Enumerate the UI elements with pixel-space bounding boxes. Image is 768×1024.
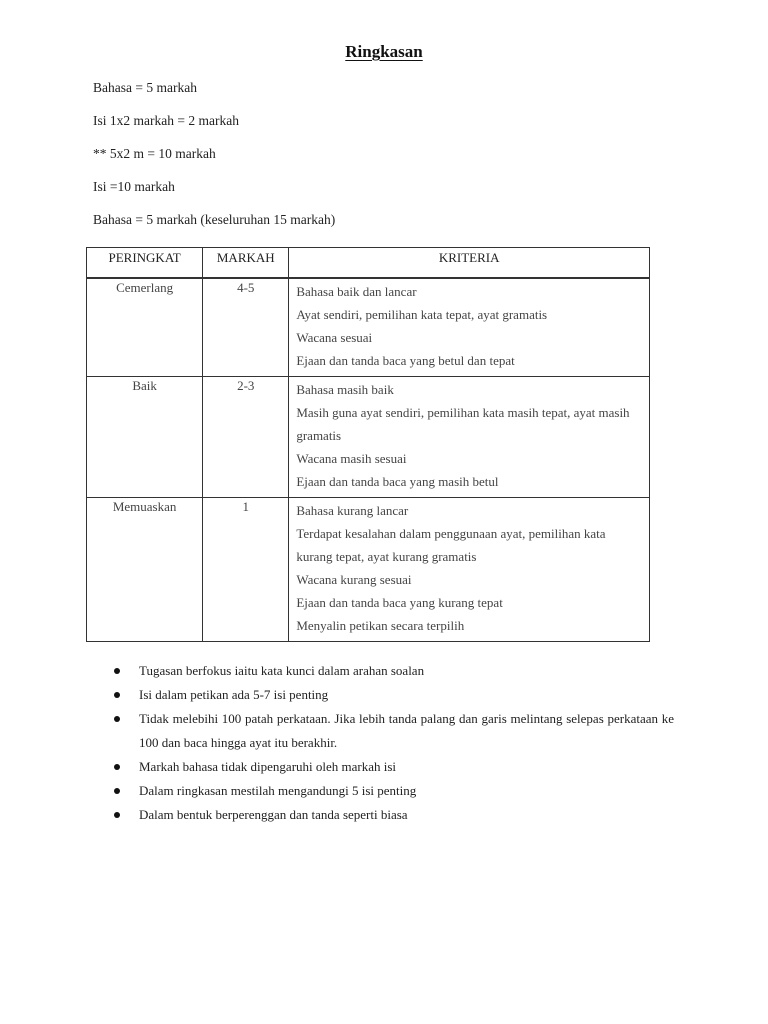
criteria-table [86, 247, 650, 642]
table-row [87, 377, 650, 498]
summary-line: Isi 1x2 markah = 2 markah [93, 113, 239, 128]
summary-line: Bahasa = 5 markah (keseluruhan 15 markah) [93, 212, 336, 227]
criteria-item: Menyalin petikan secara terpilih [296, 618, 465, 633]
marks-cell: 1 [203, 498, 289, 642]
list-item [110, 683, 674, 707]
criteria-item: Ejaan dan tanda baca yang kurang tepat [296, 595, 503, 610]
list-item-text: Tidak melebihi 100 patah perkataan. Jika lebih tanda palang dan garis melintang selepas perkataan ke 100 dan baca hingga ayat itu berakhir. [139, 711, 674, 750]
list-item-text: Markah bahasa tidak dipengaruhi oleh markah isi [139, 759, 397, 774]
notes-bullet-list [110, 659, 674, 827]
list-item [110, 659, 674, 683]
table-row [87, 278, 650, 377]
summary-line: Isi =10 markah [93, 179, 175, 194]
bullet-dot-icon [114, 668, 120, 674]
bullet-dot-icon [114, 812, 120, 818]
page-title: Ringkasan [345, 42, 423, 61]
list-item [110, 779, 674, 803]
criteria-item: Ejaan dan tanda baca yang betul dan tepat [296, 353, 515, 368]
marks-cell: 4-5 [203, 278, 289, 377]
criteria-item: Terdapat kesalahan dalam penggunaan ayat, pemilihan kata kurang tepat, ayat kurang gramatis [296, 526, 606, 564]
list-item [110, 707, 674, 755]
summary-line: Bahasa = 5 markah [93, 80, 197, 95]
list-item-text: Dalam bentuk berperenggan dan tanda seperti biasa [139, 807, 408, 822]
rank-cell: Cemerlang [87, 278, 203, 377]
bullet-dot-icon [114, 716, 120, 722]
criteria-item: Masih guna ayat sendiri, pemilihan kata masih tepat, ayat masih gramatis [296, 405, 630, 443]
list-item-text: Tugasan berfokus iaitu kata kunci dalam arahan soalan [139, 663, 425, 678]
criteria-item: Ayat sendiri, pemilihan kata tepat, ayat gramatis [296, 307, 548, 322]
criteria-cell [289, 377, 650, 498]
bullet-dot-icon [114, 764, 120, 770]
criteria-item: Wacana masih sesuai [296, 451, 407, 466]
list-item [110, 755, 674, 779]
marks-cell: 2-3 [203, 377, 289, 498]
criteria-item: Wacana kurang sesuai [296, 572, 412, 587]
header-peringkat: PERINGKAT [87, 248, 203, 279]
rank-cell: Memuaskan [87, 498, 203, 642]
header-markah: MARKAH [203, 248, 289, 279]
list-item-text: Dalam ringkasan mestilah mengandungi 5 isi penting [139, 783, 417, 798]
bullet-dot-icon [114, 788, 120, 794]
marks-summary [93, 80, 335, 245]
table-header-row [87, 248, 650, 279]
criteria-item: Wacana sesuai [296, 330, 373, 345]
criteria-cell [289, 498, 650, 642]
summary-line: ** 5x2 m = 10 markah [93, 146, 216, 161]
list-item-text: Isi dalam petikan ada 5-7 isi penting [139, 687, 329, 702]
header-kriteria: KRITERIA [289, 248, 650, 279]
criteria-item: Ejaan dan tanda baca yang masih betul [296, 474, 499, 489]
criteria-item: Bahasa masih baik [296, 382, 394, 397]
criteria-cell [289, 278, 650, 377]
criteria-item: Bahasa baik dan lancar [296, 284, 417, 299]
list-item [110, 803, 674, 827]
criteria-item: Bahasa kurang lancar [296, 503, 409, 518]
rank-cell: Baik [87, 377, 203, 498]
table-row [87, 498, 650, 642]
bullet-dot-icon [114, 692, 120, 698]
